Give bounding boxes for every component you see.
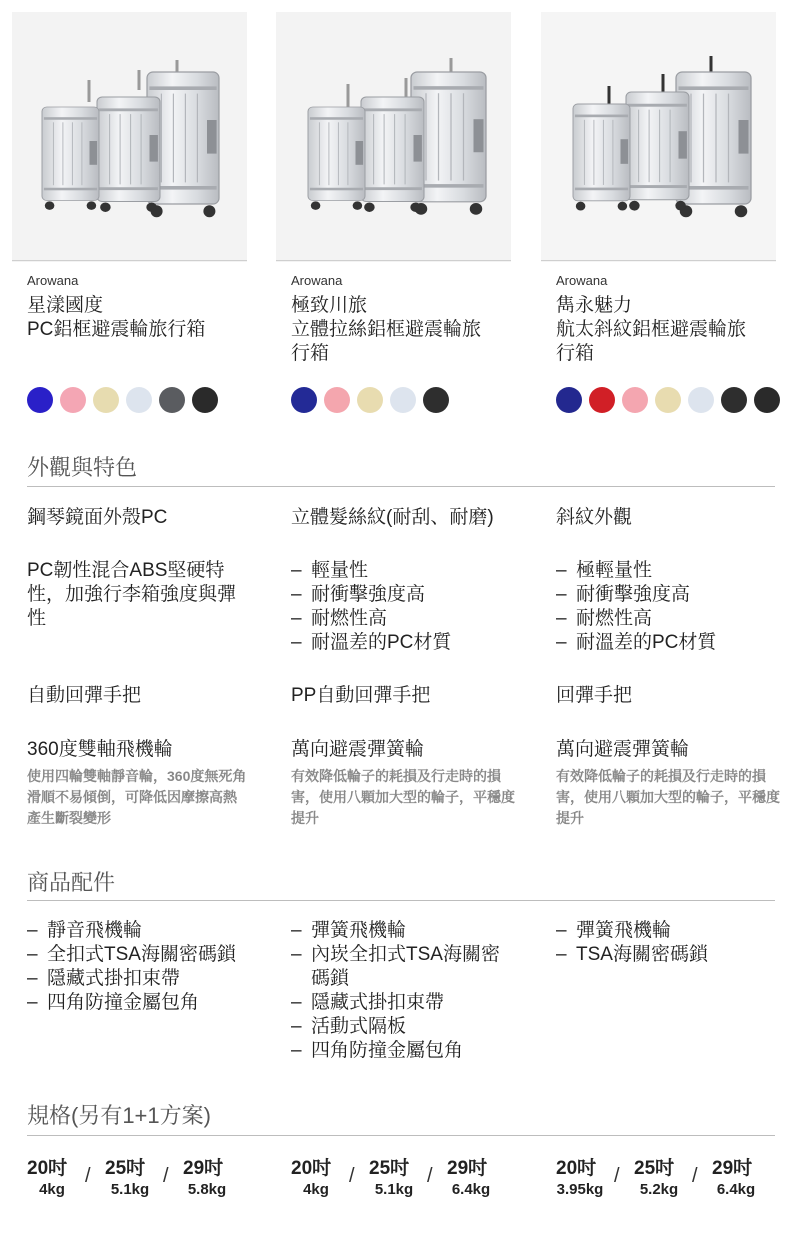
weight-label: 3.95kg — [556, 1181, 604, 1198]
section-title-specs: 規格(另有1+1方案) — [27, 1103, 211, 1128]
section-divider — [27, 486, 775, 487]
color-swatches — [27, 387, 218, 413]
list-item: – 耐衝擊強度高 — [556, 583, 716, 607]
brand-label: Arowana — [291, 273, 343, 288]
list-item: – 四角防撞金屬包角 — [291, 1039, 506, 1063]
color-swatch[interactable] — [754, 387, 780, 413]
wheel-description: 使用四輪雙軸靜音輪，360度無死角滑順不易傾倒，可降低因摩擦高熱產生斷裂變形 — [27, 768, 247, 826]
product-image-0[interactable] — [12, 12, 247, 262]
accessories-list — [556, 919, 786, 967]
list-item: – 活動式隔板 — [291, 1015, 506, 1039]
wheel-title: 萬向避震彈簧輪 — [291, 739, 425, 760]
handle-text: 回彈手把 — [556, 685, 633, 706]
weight-label: 6.4kg — [716, 1181, 756, 1198]
size-label: 29吋 — [183, 1158, 224, 1179]
spec-row-1 — [291, 1153, 531, 1203]
list-item: – 靜音飛機輪 — [27, 919, 267, 943]
color-swatch[interactable] — [93, 387, 119, 413]
material-text: PC韌性混合ABS堅硬特性，加強行李箱強度與彈性 — [27, 560, 237, 629]
spec-row-0 — [27, 1153, 267, 1203]
material-list — [291, 559, 451, 655]
wheel-description: 有效降低輪子的耗損及行走時的損害，使用八顆加大型的輪子，平穩度提升 — [291, 768, 515, 826]
list-item: – 隱藏式掛扣束帶 — [291, 991, 506, 1015]
handle-text: PP自動回彈手把 — [291, 685, 431, 706]
color-swatch[interactable] — [27, 387, 53, 413]
weight-label: 5.2kg — [639, 1181, 679, 1198]
color-swatch[interactable] — [192, 387, 218, 413]
product-name-line1: 極致川旅 — [291, 295, 368, 316]
spec-separator: / — [692, 1165, 698, 1187]
weight-label: 4kg — [39, 1181, 65, 1198]
section-title-features: 外觀與特色 — [27, 455, 138, 480]
product-name[interactable] — [556, 294, 796, 366]
product-name[interactable] — [291, 294, 531, 366]
brand-label: Arowana — [556, 273, 608, 288]
color-swatch[interactable] — [60, 387, 86, 413]
list-item: – 內崁全扣式TSA海關密碼鎖 — [291, 943, 506, 991]
color-swatch[interactable] — [126, 387, 152, 413]
list-item: – 耐燃性高 — [291, 607, 451, 631]
luggage-set-image — [12, 12, 247, 262]
product-name-line2: PC鋁框避震輪旅行箱 — [27, 319, 206, 340]
brand-label: Arowana — [27, 273, 79, 288]
product-name[interactable] — [27, 294, 267, 342]
list-item: – TSA海關密碼鎖 — [556, 943, 786, 967]
color-swatch[interactable] — [423, 387, 449, 413]
product-name-line2: 立體拉絲鋁框避震輪旅 — [291, 319, 482, 340]
accessories-list — [27, 919, 267, 1015]
color-swatch[interactable] — [622, 387, 648, 413]
luggage-set-image — [541, 12, 776, 262]
color-swatch[interactable] — [159, 387, 185, 413]
list-item: – 耐衝擊強度高 — [291, 583, 451, 607]
color-swatch[interactable] — [556, 387, 582, 413]
wheel-description: 有效降低輪子的耗損及行走時的損害，使用八顆加大型的輪子，平穩度提升 — [556, 768, 780, 826]
size-label: 29吋 — [712, 1158, 753, 1179]
size-label: 20吋 — [291, 1158, 332, 1179]
weight-label: 5.1kg — [374, 1181, 414, 1198]
color-swatches — [556, 387, 780, 413]
appearance-text: 鋼琴鏡面外殼PC — [27, 507, 168, 528]
weight-label: 4kg — [303, 1181, 329, 1198]
list-item: – 耐燃性高 — [556, 607, 716, 631]
product-name-line1: 雋永魅力 — [556, 295, 633, 316]
list-item: – 全扣式TSA海關密碼鎖 — [27, 943, 267, 967]
color-swatch[interactable] — [291, 387, 317, 413]
size-label: 25吋 — [105, 1158, 146, 1179]
list-item: – 彈簧飛機輪 — [556, 919, 786, 943]
product-name-line1: 星漾國度 — [27, 295, 104, 316]
size-label: 25吋 — [634, 1158, 675, 1179]
list-item: – 輕量性 — [291, 559, 451, 583]
list-item: – 彈簧飛機輪 — [291, 919, 506, 943]
appearance-text: 立體髮絲紋(耐刮、耐磨) — [291, 507, 494, 528]
image-divider — [541, 260, 776, 261]
weight-label: 5.1kg — [110, 1181, 150, 1198]
size-label: 20吋 — [556, 1158, 597, 1179]
product-image-1[interactable] — [276, 12, 511, 262]
color-swatch[interactable] — [688, 387, 714, 413]
luggage-set-image — [276, 12, 511, 262]
spec-separator: / — [427, 1165, 433, 1187]
size-label: 25吋 — [369, 1158, 410, 1179]
wheel-title: 360度雙軸飛機輪 — [27, 739, 173, 760]
color-swatch[interactable] — [655, 387, 681, 413]
size-label: 29吋 — [447, 1158, 488, 1179]
image-divider — [276, 260, 511, 261]
list-item: – 極輕量性 — [556, 559, 716, 583]
section-divider — [27, 1135, 775, 1136]
spec-separator: / — [614, 1165, 620, 1187]
appearance-text: 斜紋外觀 — [556, 507, 633, 528]
material-list — [556, 559, 716, 655]
accessories-list — [291, 919, 506, 1063]
weight-label: 5.8kg — [187, 1181, 227, 1198]
list-item: – 四角防撞金屬包角 — [27, 991, 267, 1015]
color-swatch[interactable] — [357, 387, 383, 413]
product-name-line3: 行箱 — [291, 343, 330, 364]
spec-separator: / — [85, 1165, 91, 1187]
spec-row-2 — [554, 1153, 794, 1203]
color-swatch[interactable] — [324, 387, 350, 413]
color-swatch[interactable] — [721, 387, 747, 413]
list-item: – 耐溫差的PC材質 — [291, 631, 451, 655]
image-divider — [12, 260, 247, 261]
wheel-title: 萬向避震彈簧輪 — [556, 739, 690, 760]
section-divider — [27, 900, 775, 901]
size-label: 20吋 — [27, 1158, 68, 1179]
list-item: – 耐溫差的PC材質 — [556, 631, 716, 655]
color-swatches — [291, 387, 449, 413]
spec-separator: / — [349, 1165, 355, 1187]
color-swatch[interactable] — [589, 387, 615, 413]
product-name-line2: 航太斜紋鋁框避震輪旅 — [556, 319, 747, 340]
spec-separator: / — [163, 1165, 169, 1187]
list-item: – 隱藏式掛扣束帶 — [27, 967, 267, 991]
product-name-line3: 行箱 — [556, 343, 595, 364]
weight-label: 6.4kg — [451, 1181, 491, 1198]
product-image-2[interactable] — [541, 12, 776, 262]
color-swatch[interactable] — [390, 387, 416, 413]
section-title-accessories: 商品配件 — [27, 870, 116, 895]
handle-text: 自動回彈手把 — [27, 685, 142, 706]
